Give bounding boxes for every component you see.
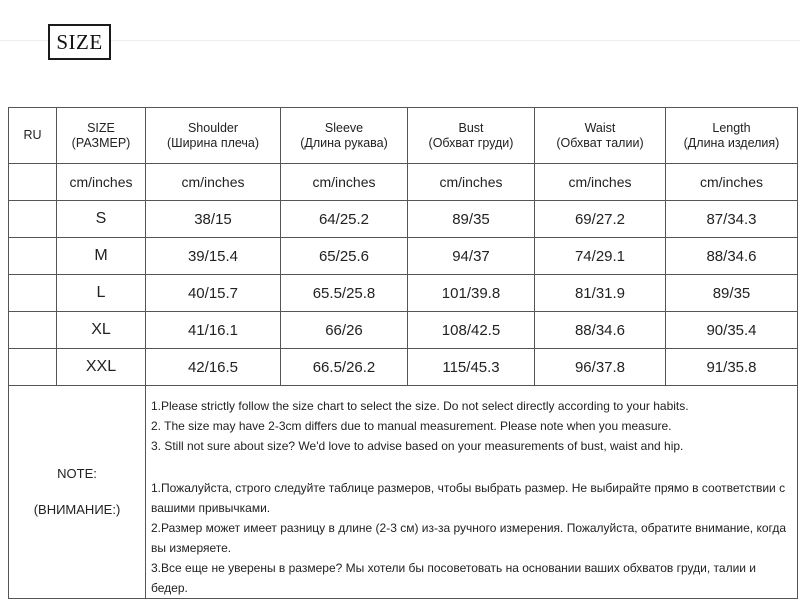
length-cell: 91/35.8 (666, 349, 798, 386)
bust-cell: 115/45.3 (408, 349, 535, 386)
units-cell: cm/inches (535, 164, 666, 201)
waist-cell: 81/31.9 (535, 275, 666, 312)
units-cell: cm/inches (666, 164, 798, 201)
notes-text (146, 386, 798, 599)
sleeve-cell: 66.5/26.2 (281, 349, 408, 386)
header-bust: Bust (Обхват груди) (408, 108, 535, 164)
ru-cell (9, 312, 57, 349)
units-cell: cm/inches (57, 164, 146, 201)
note-ru-2: 2.Размер может имеет разницу в длине (2-3 см) из-за ручного измерения. Пожалуйста, обратите внимание, когда вы измеряете. (151, 521, 787, 555)
units-cell: cm/inches (281, 164, 408, 201)
header-size: SIZE (РАЗМЕР) (57, 108, 146, 164)
bust-cell: 101/39.8 (408, 275, 535, 312)
note-en-3: 3. Still not sure about size? We'd love to advise based on your measurements of bust, waist and hip. (151, 439, 684, 453)
shoulder-cell: 42/16.5 (146, 349, 281, 386)
bust-cell: 108/42.5 (408, 312, 535, 349)
size-chart-table (8, 107, 798, 599)
note-label-en: NOTE: (57, 466, 97, 481)
note-ru-3: 3.Все еще не уверены в размере? Мы хотели бы посоветовать на основании ваших обхватов груди, талии и бедер. (151, 561, 757, 595)
table-row (9, 312, 798, 349)
sleeve-cell: 65/25.6 (281, 238, 408, 275)
note-en-1: 1.Please strictly follow the size chart to select the size. Do not select directly according to your habits. (151, 399, 689, 413)
table-row (9, 238, 798, 275)
units-row (9, 164, 798, 201)
note-label (9, 386, 146, 599)
units-cell (9, 164, 57, 201)
note-ru-1: 1.Пожалуйста, строго следуйте таблице размеров, чтобы выбрать размер. Не выбирайте прямо в соответствии с вашими привычками. (151, 481, 786, 515)
sleeve-cell: 66/26 (281, 312, 408, 349)
length-cell: 88/34.6 (666, 238, 798, 275)
shoulder-cell: 38/15 (146, 201, 281, 238)
waist-cell: 96/37.8 (535, 349, 666, 386)
bust-cell: 94/37 (408, 238, 535, 275)
header-shoulder: Shoulder (Ширина плеча) (146, 108, 281, 164)
note-en-2: 2. The size may have 2-3cm differs due to manual measurement. Please note when you measure. (151, 419, 672, 433)
ru-cell (9, 349, 57, 386)
header-waist: Waist (Обхват талии) (535, 108, 666, 164)
size-cell: M (57, 238, 146, 275)
ru-cell (9, 238, 57, 275)
waist-cell: 88/34.6 (535, 312, 666, 349)
table-row (9, 201, 798, 238)
length-cell: 87/34.3 (666, 201, 798, 238)
sleeve-cell: 65.5/25.8 (281, 275, 408, 312)
shoulder-cell: 40/15.7 (146, 275, 281, 312)
header-ru: RU (9, 108, 57, 164)
size-cell: L (57, 275, 146, 312)
table-header-row (9, 108, 798, 164)
header-divider (0, 40, 800, 41)
waist-cell: 69/27.2 (535, 201, 666, 238)
note-label-ru: (ВНИМАНИЕ:) (33, 502, 121, 517)
shoulder-cell: 41/16.1 (146, 312, 281, 349)
size-cell: XXL (57, 349, 146, 386)
sleeve-cell: 64/25.2 (281, 201, 408, 238)
header-length: Length (Длина изделия) (666, 108, 798, 164)
table-row (9, 349, 798, 386)
ru-cell (9, 201, 57, 238)
length-cell: 89/35 (666, 275, 798, 312)
shoulder-cell: 39/15.4 (146, 238, 281, 275)
table-row (9, 275, 798, 312)
ru-cell (9, 275, 57, 312)
bust-cell: 89/35 (408, 201, 535, 238)
note-row (9, 386, 798, 599)
units-cell: cm/inches (408, 164, 535, 201)
header-sleeve: Sleeve (Длина рукава) (281, 108, 408, 164)
length-cell: 90/35.4 (666, 312, 798, 349)
size-cell: XL (57, 312, 146, 349)
size-cell: S (57, 201, 146, 238)
waist-cell: 74/29.1 (535, 238, 666, 275)
units-cell: cm/inches (146, 164, 281, 201)
size-badge: SIZE (48, 24, 111, 60)
